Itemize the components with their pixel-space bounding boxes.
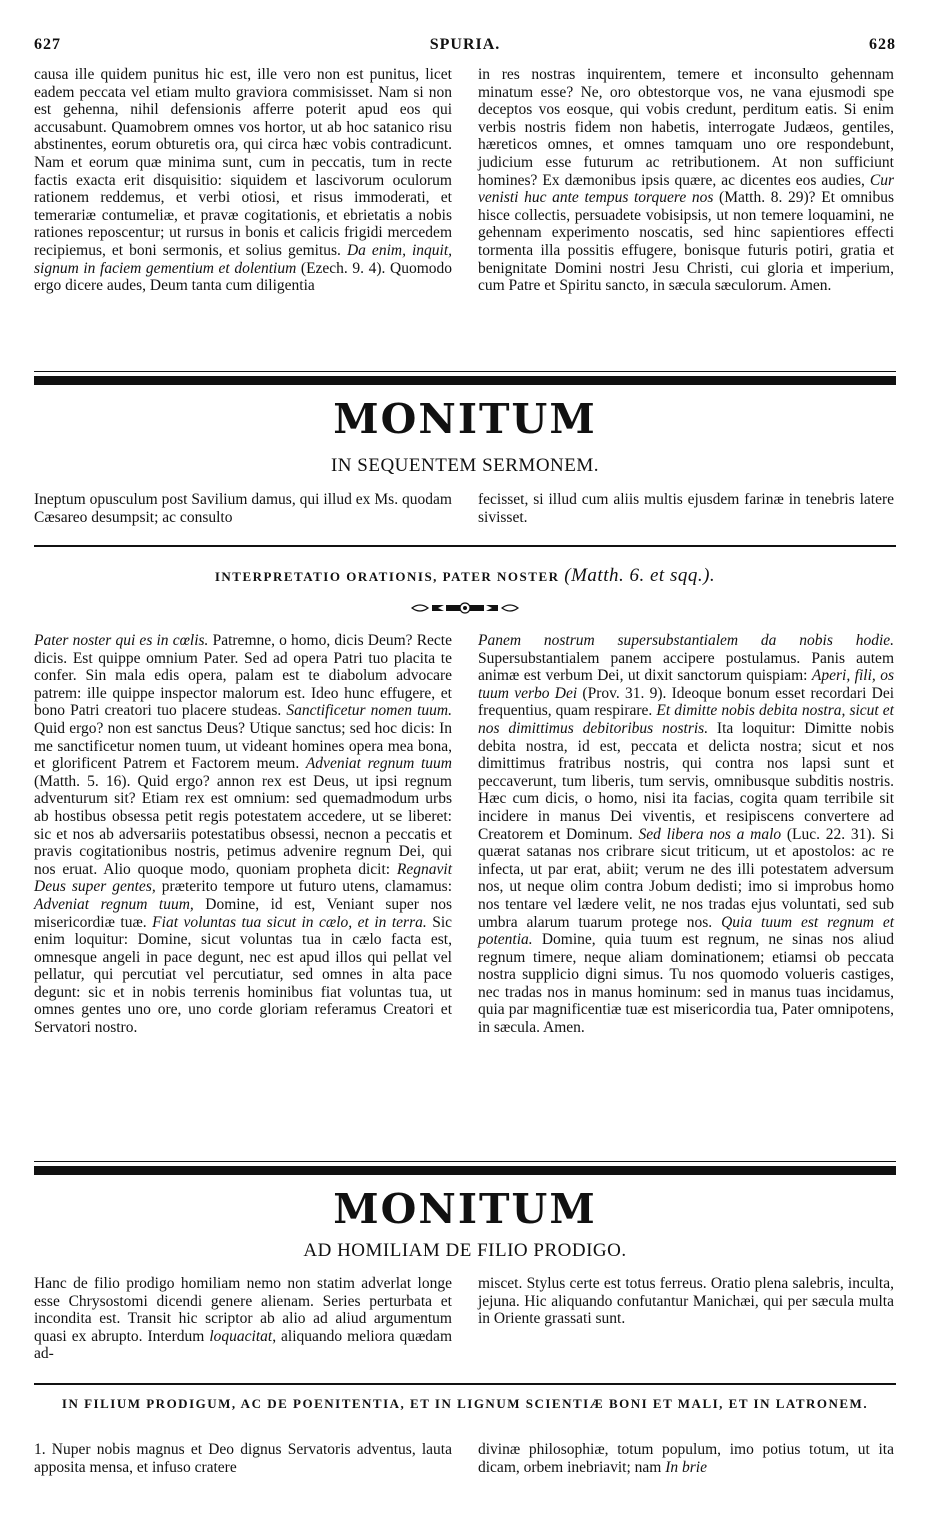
commentary-4: præterito tempore ut futuro utens, clamamus:: [161, 878, 453, 896]
doxology: Quia tuum est regnum et potentia.: [478, 913, 895, 949]
commentary-2: Quid ergo? non est sanctus Deus? Utique sanctus; sed hoc dicis: In me sanctificetur nomen tuum, ut videant homines opera mea bona, et glorificent Patrem et Factorem meum.: [34, 719, 452, 773]
top-left-text: causa ille quidem punitus hic est, ille vero non est punitus, licet eadem peccata vel etiam multo graviora commisisset. Nam si non est gehenna, nihil defensionis afferre poterit apud eos qui accusabunt. Quamobrem omnes vos hortor, ut ab hoc satanico risu abstinentes, eorum obturetis ora, qui circa hæc vobis contradicunt. Nam et eorum quæ minima sunt, cum in peccatis, tum in recte factis exacta erit disquisitio: siquidem et lascivorum oculorum rationem reddemus, et verbi otiosi, et risus immoderati, et temerariæ contumeliæ, et pravæ cogitationis, et ebrietatis a nobis rationes reposcentur; ut rursus in bonis et calicis frigidi mercedem recipiemus, et boni sermonis, et solius gemitus.: [34, 66, 452, 259]
homily-right-column: [478, 1441, 894, 1476]
commentary-8: (Prov. 31. 9). Ideoque bonum esset recordari Dei frequentius, quam respirare.: [478, 684, 895, 720]
monitum1-left-text: Ineptum opusculum post Savilium damus, qui illud ex Ms. quodam Cæsareo desumpsit; ac consulto: [34, 491, 452, 526]
section-divider: [34, 376, 896, 385]
monitum2-left-column: [34, 1275, 452, 1363]
monitum-subtitle: AD HOMILIAM DE FILIO PRODIGO.: [303, 1240, 627, 1261]
petition-5: Panem nostrum supersubstantialem da nobis hodie.: [478, 632, 894, 649]
monitum1-right-column: [478, 491, 894, 526]
petition-7: Sed libera nos a malo: [638, 825, 782, 843]
monitum2-right-column: [478, 1275, 894, 1328]
page-number-right: 628: [869, 36, 896, 53]
quote-regnavit: Regnavit Deus super gentes,: [34, 860, 452, 896]
quote-aperi: Aperi, fili, os tuum verbo Dei: [478, 667, 894, 702]
homily-left-column: [34, 1441, 452, 1476]
pater-right-column: [478, 632, 894, 1037]
monitum2-right-text: miscet. Stylus certe est totus ferreus. Oratio plena salebris, inculta, jejuna. Hic aliquando confutantur Manichæi, qui per sæcula multa in Oriente grassati sunt.: [478, 1275, 894, 1328]
interpretatio-heading: [34, 565, 896, 587]
pater-left-column: [34, 632, 452, 1037]
commentary-9: Ita loquitur: Dimitte nobis debita nostra, id est, peccata et delicta nostra; sicut et nos dimittimus fratribus nostris, qui contra nos lapsi sunt et peccaverunt, tum liberis, tum servis, omnibusque subditis nostris. Hæc cum dicis, o homo, nisi ita facias, cogita quam terribile sit incidere in manus Dei viventis, et resipiscens convertere ad Creatorem et Dominum.: [478, 719, 894, 843]
top-right-tail: Et omnibus hisce collectis, persuadete vobisipsis, ut non temere loquamini, ne gehennam experimento noscatis, sed hinc sapientiores effecti tormenta illa possitis effugere, bonisque futuris potiri, gratia et benignitate Domini nostri Jesu Christi, cui gloria et imperium, cum Patre et Spiritu sancto, in sæcula sæculorum. Amen.: [478, 189, 895, 295]
monitum-subtitle: IN SEQUENTEM SERMONEM.: [330, 455, 600, 476]
interpretatio-ref: (Matth. 6. et sqq.).: [564, 565, 716, 586]
monitum1-left-column: [34, 491, 452, 526]
petition-1: Pater noster qui es in cœlis.: [34, 632, 209, 649]
divider-rule: [34, 1383, 896, 1385]
running-title: SPURIA.: [429, 36, 501, 53]
monitum-title: MONITUM: [333, 395, 597, 443]
section-divider: [34, 1166, 896, 1175]
commentary-11: Domine, quia tuum est regnum, ne sinas nos aliud regnum timere, neque aliam dominationem; etiamsi ob peccata nostra supplicio digni simus. Tu nos quomodo volueris castiges, nec tradas nos in manus hominum: sed in manus tuas incidamus, quia par magnificentiæ tuæ est misericordia tua, Pater omnipotens, in sæcula. Amen.: [478, 931, 894, 1037]
monitum2-left-text: Hanc de filio prodigo homiliam nemo non statim adverlat longe esse Chrysostomi dicendi genere alienam. Series perturbata et incondita est. Transit hic scriptor ab alio ad aliud argumentum quasi ex abrupto. Interdum: [34, 1275, 452, 1345]
homily-right-italic: In brie: [665, 1458, 707, 1476]
top-right-quote: Cur venisti huc ante tempus torquere nos: [478, 171, 895, 207]
top-left-ref: (Ezech. 9. 4).: [300, 259, 386, 277]
commentary-1: Patremne, o homo, dicis Deum? Recte dicis. Est quippe omnium Pater. Sed ad opera Patri tuo placita te confer. Sin mala edis opera, palam est te diabolum advocare patrem: ille quippe inspector malorum est. Ideo hunc effugere, et bono Patri creatori tuo placere studeas.: [34, 632, 452, 720]
top-right-column: [478, 66, 894, 295]
petition-3: Adveniat regnum tuum: [305, 755, 452, 773]
interpretatio-title: INTERPRETATIO ORATIONIS, PATER NOSTER: [214, 569, 560, 584]
homily-left-text: 1. Nuper nobis magnus et Deo dignus Servatoris adventus, lauta apposita mensa, et infuso cratere: [34, 1441, 452, 1476]
homily-heading: IN FILIUM PRODIGUM, AC DE POENITENTIA, ET IN LIGNUM SCIENTIÆ BONI ET MALI, ET IN LATRONEM.: [61, 1396, 869, 1411]
quote-adveniat: Adveniat regnum tuum,: [34, 895, 194, 913]
commentary-7: Supersubstantialem panem accipere postulamus. Panis autem animæ est verbum Dei, ut dixit sanctorum quispiam:: [478, 649, 894, 685]
petition-2: Sanctificetur nomen tuum.: [286, 702, 452, 720]
top-left-tail: Quomodo ergo dicere audes, Deum tanta cum diligentia: [34, 259, 452, 295]
divider-rule: [34, 545, 896, 547]
page-number-left: 627: [34, 36, 61, 53]
top-right-ref: (Matth. 8. 29)?: [719, 189, 816, 207]
ornament-icon: [410, 601, 520, 615]
top-right-head: in res nostras inquirentem, temere et inconsulto gehennam minatum esse? Ne, oro obtestorque vos, ne vana ejusmodi spe deceptos vos eosque, qui vobis credunt, perditum eatis. Si enim verbis nostris fidem non habetis, interrogate Judæos, gentiles, hæreticos omnes, et omnes tamquam uno ore respondebunt, judicium esse futurum ac retributionem. At non sufficiunt homines? Ex dæmonibus ipsis quære, ac dicentes eos audies,: [478, 66, 894, 189]
monitum1-right-text: fecisset, si illud cum aliis multis ejusdem farinæ in tenebris latere sivisset.: [478, 491, 894, 526]
monitum-title: MONITUM: [333, 1185, 597, 1233]
monitum2-left-italic: loquacitat: [209, 1327, 273, 1345]
commentary-5: Domine, id est, Veniant super nos misericordiæ tuæ.: [34, 895, 452, 931]
commentary-10: (Luc. 22. 31). Si quærat satanas nos cribrare sicut triticum, ut et apostolos: ac re infecta, ut par erat, abiit; verum ne des illi potestatem adversum nos, ut neque olim contra Jobum dedisti; imo si improbus homo nos tentare vel lædere velit, ne nos tradas ejus voluntati, sed sub umbra alarum tuarum protege nos.: [478, 825, 895, 931]
monitum2-left-text-end: , aliquando meliora quædam ad-: [34, 1327, 452, 1363]
petition-6: Et dimitte nobis debita nostra, sicut et nos dimittimus debitoribus nostris.: [478, 702, 894, 737]
top-left-column: [34, 66, 452, 295]
commentary-6: Sic enim loquitur: Domine, sicut voluntas tua in cælo facta est, omnesque angeli in pace degunt, nec est apud illos qui pellat vel pellatur, qui percutiat vel percutiatur, sed omnes in alta pace degunt: sic et in nobis terrenis hominibus fiat voluntas tua, ut omnes gentes uno ore, uno corde gloriam referamus Creatori et Servatori nostro.: [34, 913, 453, 1037]
petition-4: Fiat voluntas tua sicut in cælo, et in terra.: [152, 913, 427, 931]
top-left-quote: Da enim, inquit, signum in faciem gementium et dolentium: [34, 241, 453, 277]
commentary-3: (Matth. 5. 16). Quid ergo? annon rex est Deus, ut ipsi regnum adventurum sit? Etiam rex est omnium: sed quemadmodum urbs ab hostibus obsessa petit regis potestatem accedere, ut se liberet: sic et nos ab adversariis potestatibus obsessi, necnon a peccatis et pravis cogitationibus nostris, petimus advenire regnum Dei, qui nos eruat. Alio quoque modo, quoniam propheta dicit:: [34, 772, 452, 878]
homily-right-text: divinæ philosophiæ, totum populum, imo potius totum, ut ita dicam, orbem inebriavit; nam: [478, 1441, 894, 1476]
